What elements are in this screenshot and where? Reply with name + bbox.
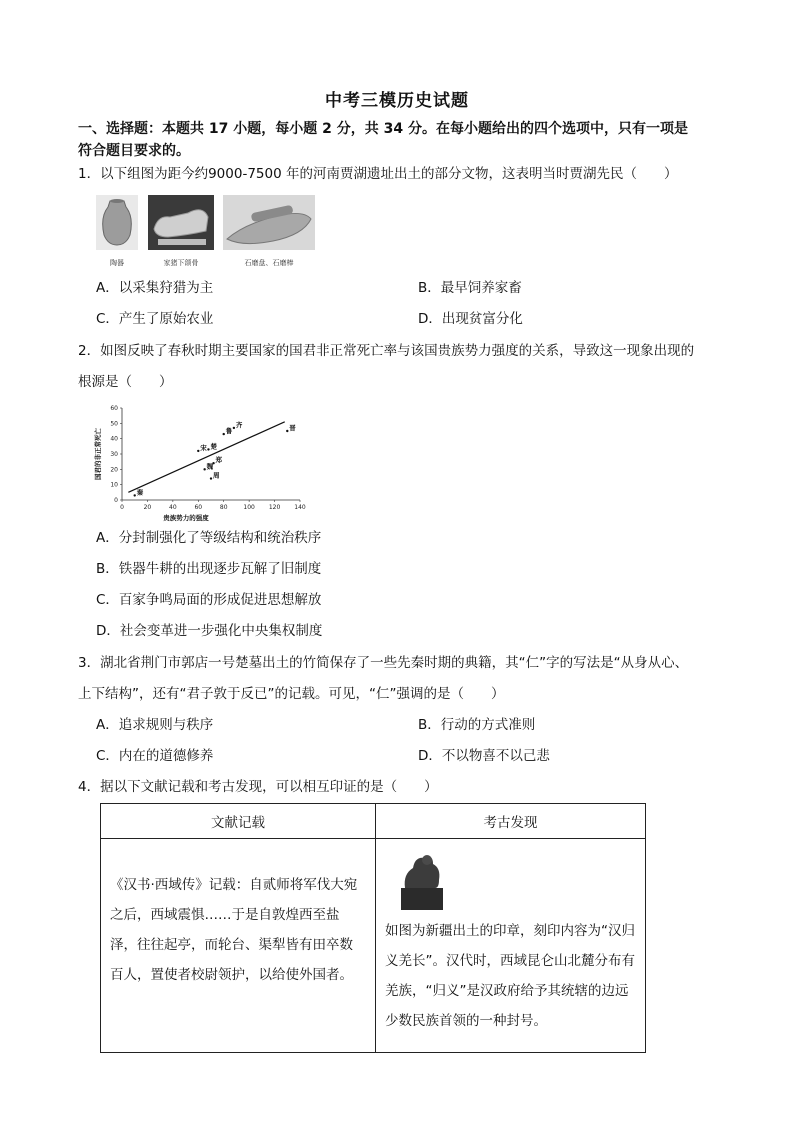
- q1-stem: 1．以下组图为距今约9000-7500 年的河南贾湖遗址出土的部分文物，这表明当时贾湖先民（ ）: [78, 166, 678, 182]
- y-tick-label: 30: [110, 451, 118, 458]
- x-tick-label: 60: [194, 504, 203, 511]
- data-point-label: 秦: [136, 488, 144, 497]
- q1-option-c: C．产生了原始农业: [96, 311, 214, 327]
- q4-table: [100, 803, 646, 1053]
- q2-option-c: C．百家争鸣局面的形成促进思想解放: [96, 592, 322, 608]
- q1-image-pig-jaw: [148, 195, 214, 250]
- q2-stem-line2: 根源是（ ）: [78, 374, 173, 390]
- q1-option-a: A．以采集狩猎为主: [96, 280, 214, 296]
- q1-caption-1: 陶器: [110, 259, 124, 267]
- data-point: [286, 430, 288, 432]
- data-point-label: 宋: [200, 443, 207, 452]
- q2-stem-line1: 2．如图反映了春秋时期主要国家的国君非正常死亡率与该国贵族势力强度的关系，导致这一现象出现的: [78, 343, 695, 359]
- q1-option-b: B．最早饲养家畜: [418, 280, 522, 296]
- data-point-label: 晋: [289, 424, 296, 432]
- q4-table-header-documents: 文献记载: [101, 804, 376, 839]
- y-tick-label: 0: [114, 497, 118, 504]
- data-point-label: 周: [213, 471, 220, 480]
- q3-option-c: C．内在的道德修养: [96, 748, 214, 764]
- q3-stem-line2: 上下结构”，还有“君子敦于反已”的记载。可见，“仁”强调的是（ ）: [78, 686, 505, 702]
- q4-seal-image: [377, 840, 644, 916]
- section-heading-line1: 一、选择题：本题共 17 小题，每小题 2 分，共 34 分。在每小题给出的四个选项中，只有一项是: [78, 121, 688, 137]
- x-tick-label: 20: [143, 504, 152, 511]
- q4-table-cell-documents: [101, 839, 376, 1053]
- x-axis-label: 贵族势力的强度: [163, 514, 209, 522]
- y-tick-label: 50: [110, 420, 118, 428]
- data-point: [207, 448, 209, 450]
- q3-option-a: A．追求规则与秩序: [96, 717, 214, 733]
- data-point-label: 齐: [235, 420, 243, 429]
- trend-line: [128, 422, 284, 493]
- y-tick-label: 40: [110, 435, 118, 443]
- q4-stem: 4．据以下文献记载和考古发现，可以相互印证的是（ ）: [78, 779, 438, 795]
- data-point-label: 魏: [206, 462, 214, 471]
- x-tick-label: 100: [243, 504, 255, 511]
- q1-caption-3: 石磨盘、石磨棒: [244, 259, 294, 267]
- q2-option-b: B．铁器牛耕的出现逐步瓦解了旧制度: [96, 561, 322, 577]
- q4-archaeology-text: 如图为新疆出土的印章，刻印内容为“汉归义羌长”。汉代时，西域昆仑山北麓分布有羌族，“归义”是汉政府给予其统辖的边远少数民族首领的一种封号。: [385, 923, 635, 1029]
- q4-table-cell-archaeology: [376, 839, 646, 1053]
- q3-option-b: B．行动的方式准则: [418, 717, 536, 733]
- data-point: [203, 468, 205, 470]
- page-title: 中考三模历史试题: [325, 91, 469, 111]
- y-tick-label: 10: [110, 481, 118, 489]
- q2-chart: [90, 400, 310, 522]
- data-point: [210, 477, 212, 479]
- data-point: [233, 427, 235, 429]
- q1-caption-2: 家猪下颌骨: [163, 259, 199, 267]
- y-tick-label: 60: [110, 405, 118, 412]
- q1-image-pottery: [96, 195, 138, 250]
- data-point-label: 楚: [210, 442, 217, 451]
- data-point: [223, 433, 225, 435]
- x-tick-label: 40: [169, 504, 177, 511]
- y-axis-label: 国君的非正常死亡: [94, 428, 102, 480]
- q3-stem-line1: 3．湖北省荆门市郭店一号楚墓出土的竹简保存了一些先秦时期的典籍，其“仁”字的写法是“从身从心、: [78, 655, 689, 671]
- q3-option-d: D．不以物喜不以己悲: [418, 748, 550, 764]
- data-point: [134, 494, 136, 496]
- q2-option-a: A．分封制强化了等级结构和统治秩序: [96, 530, 322, 546]
- section-heading-line2: 符合题目要求的。: [78, 143, 190, 159]
- x-tick-label: 120: [268, 504, 281, 511]
- x-tick-label: 0: [120, 504, 124, 511]
- q1-image-grinding-stone: [223, 195, 315, 250]
- x-tick-label: 140: [294, 504, 306, 511]
- data-point-label: 郑: [215, 456, 223, 465]
- data-point-label: 鲁: [225, 427, 233, 436]
- y-tick-label: 20: [110, 466, 118, 474]
- q4-document-text: 《汉书·西域传》记载：自贰师将军伐大宛之后，西域震惧……于是自敦煌西至盐泽，往往起亭，而轮台、渠犁皆有田卒数百人，置使者校尉领护，以给使外国者。: [110, 877, 358, 983]
- q4-table-header-archaeology: 考古发现: [376, 804, 646, 839]
- data-point: [197, 450, 199, 452]
- q2-option-d: D．社会变革进一步强化中央集权制度: [96, 623, 323, 639]
- x-tick-label: 80: [219, 504, 228, 511]
- q1-option-d: D．出现贫富分化: [418, 311, 523, 327]
